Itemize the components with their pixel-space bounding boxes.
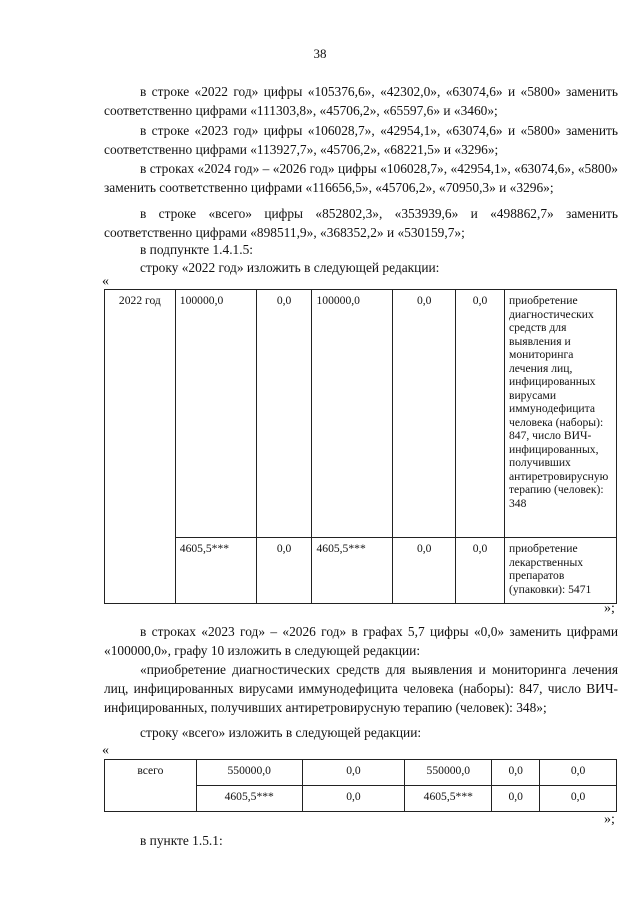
description-cell: приобретение диагностических средств для выявления и мониторинга лечения лиц, инфицированных вирусами иммунодефицита человека (наборы): 847, число ВИЧ-инфицированных, получивших антиретровирусную терапию (человек): 348 bbox=[504, 290, 616, 538]
paragraph-section-1-5-1: в пункте 1.5.1: bbox=[140, 833, 223, 848]
paragraph-total-row-intro: строку «всего» изложить в следующей редакции: bbox=[140, 725, 422, 740]
value-cell: 0,0 bbox=[540, 760, 617, 786]
value-cell: 0,0 bbox=[456, 538, 505, 604]
value-cell: 0,0 bbox=[456, 290, 505, 538]
value-cell: 100000,0 bbox=[312, 290, 393, 538]
value-cell: 0,0 bbox=[393, 290, 456, 538]
quote-close-1: »; bbox=[604, 601, 615, 616]
value-cell: 550000,0 bbox=[405, 760, 492, 786]
value-cell: 0,0 bbox=[256, 290, 312, 538]
value-cell: 0,0 bbox=[393, 538, 456, 604]
paragraph-2023-replacement: в строке «2023 год» цифры «106028,7», «42954,1», «63074,6» и «5800» заменить соответственно цифрами «113927,7», «45706,2», «68221,5» и «3296»; bbox=[104, 123, 618, 157]
value-cell: 100000,0 bbox=[175, 290, 256, 538]
paragraph-2023-2026-columns: в строках «2023 год» – «2026 год» в графах 5,7 цифры «0,0» заменить цифрами «100000,0», графу 10 изложить в следующей редакции: bbox=[104, 624, 618, 658]
quote-open-2: « bbox=[102, 743, 109, 758]
value-cell: 550000,0 bbox=[196, 760, 302, 786]
value-cell: 4605,5*** bbox=[405, 786, 492, 812]
value-cell: 4605,5*** bbox=[196, 786, 302, 812]
paragraph-column-10-text: «приобретение диагностических средств для выявления и мониторинга лечения лиц, инфицированных вирусами иммунодефицита человека (наборы): 847, число ВИЧ-инфицированных, получивших антиретровирусную терапию (человек): 348»; bbox=[104, 662, 618, 715]
value-cell: 0,0 bbox=[540, 786, 617, 812]
quote-open-1: « bbox=[102, 274, 109, 289]
value-cell: 0,0 bbox=[256, 538, 312, 604]
paragraph-2024-2026-replacement: в строках «2024 год» – «2026 год» цифры «106028,7», «42954,1», «63074,6», «5800» заменить соответственно цифрами «116656,5», «45706,2», «70950,3» и «3296»; bbox=[104, 161, 618, 195]
description-cell: приобретение лекарственных препаратов (упаковки): 5471 bbox=[504, 538, 616, 604]
value-cell: 0,0 bbox=[302, 760, 405, 786]
value-cell: 4605,5*** bbox=[175, 538, 256, 604]
subsection-heading: в подпункте 1.4.1.5: bbox=[140, 242, 254, 257]
value-cell: 0,0 bbox=[302, 786, 405, 812]
value-cell: 0,0 bbox=[492, 760, 540, 786]
year-cell: 2022 год bbox=[105, 290, 176, 604]
paragraph-row-2022-intro: строку «2022 год» изложить в следующей редакции: bbox=[140, 260, 440, 275]
total-label-cell: всего bbox=[105, 760, 197, 812]
quote-close-2: »; bbox=[604, 812, 615, 827]
page-number: 38 bbox=[313, 46, 327, 61]
table-row-2022 bbox=[104, 289, 617, 604]
value-cell: 4605,5*** bbox=[312, 538, 393, 604]
paragraph-2022-replacement: в строке «2022 год» цифры «105376,6», «42302,0», «63074,6» и «5800» заменить соответственно цифрами «111303,8», «45706,2», «65597,6» и «3460»; bbox=[104, 84, 618, 118]
table-row-total bbox=[104, 759, 617, 812]
value-cell: 0,0 bbox=[492, 786, 540, 812]
paragraph-total-replacement: в строке «всего» цифры «852802,3», «353939,6» и «498862,7» заменить соответственно цифрами «898511,9», «368352,2» и «530159,7»; bbox=[104, 206, 618, 240]
